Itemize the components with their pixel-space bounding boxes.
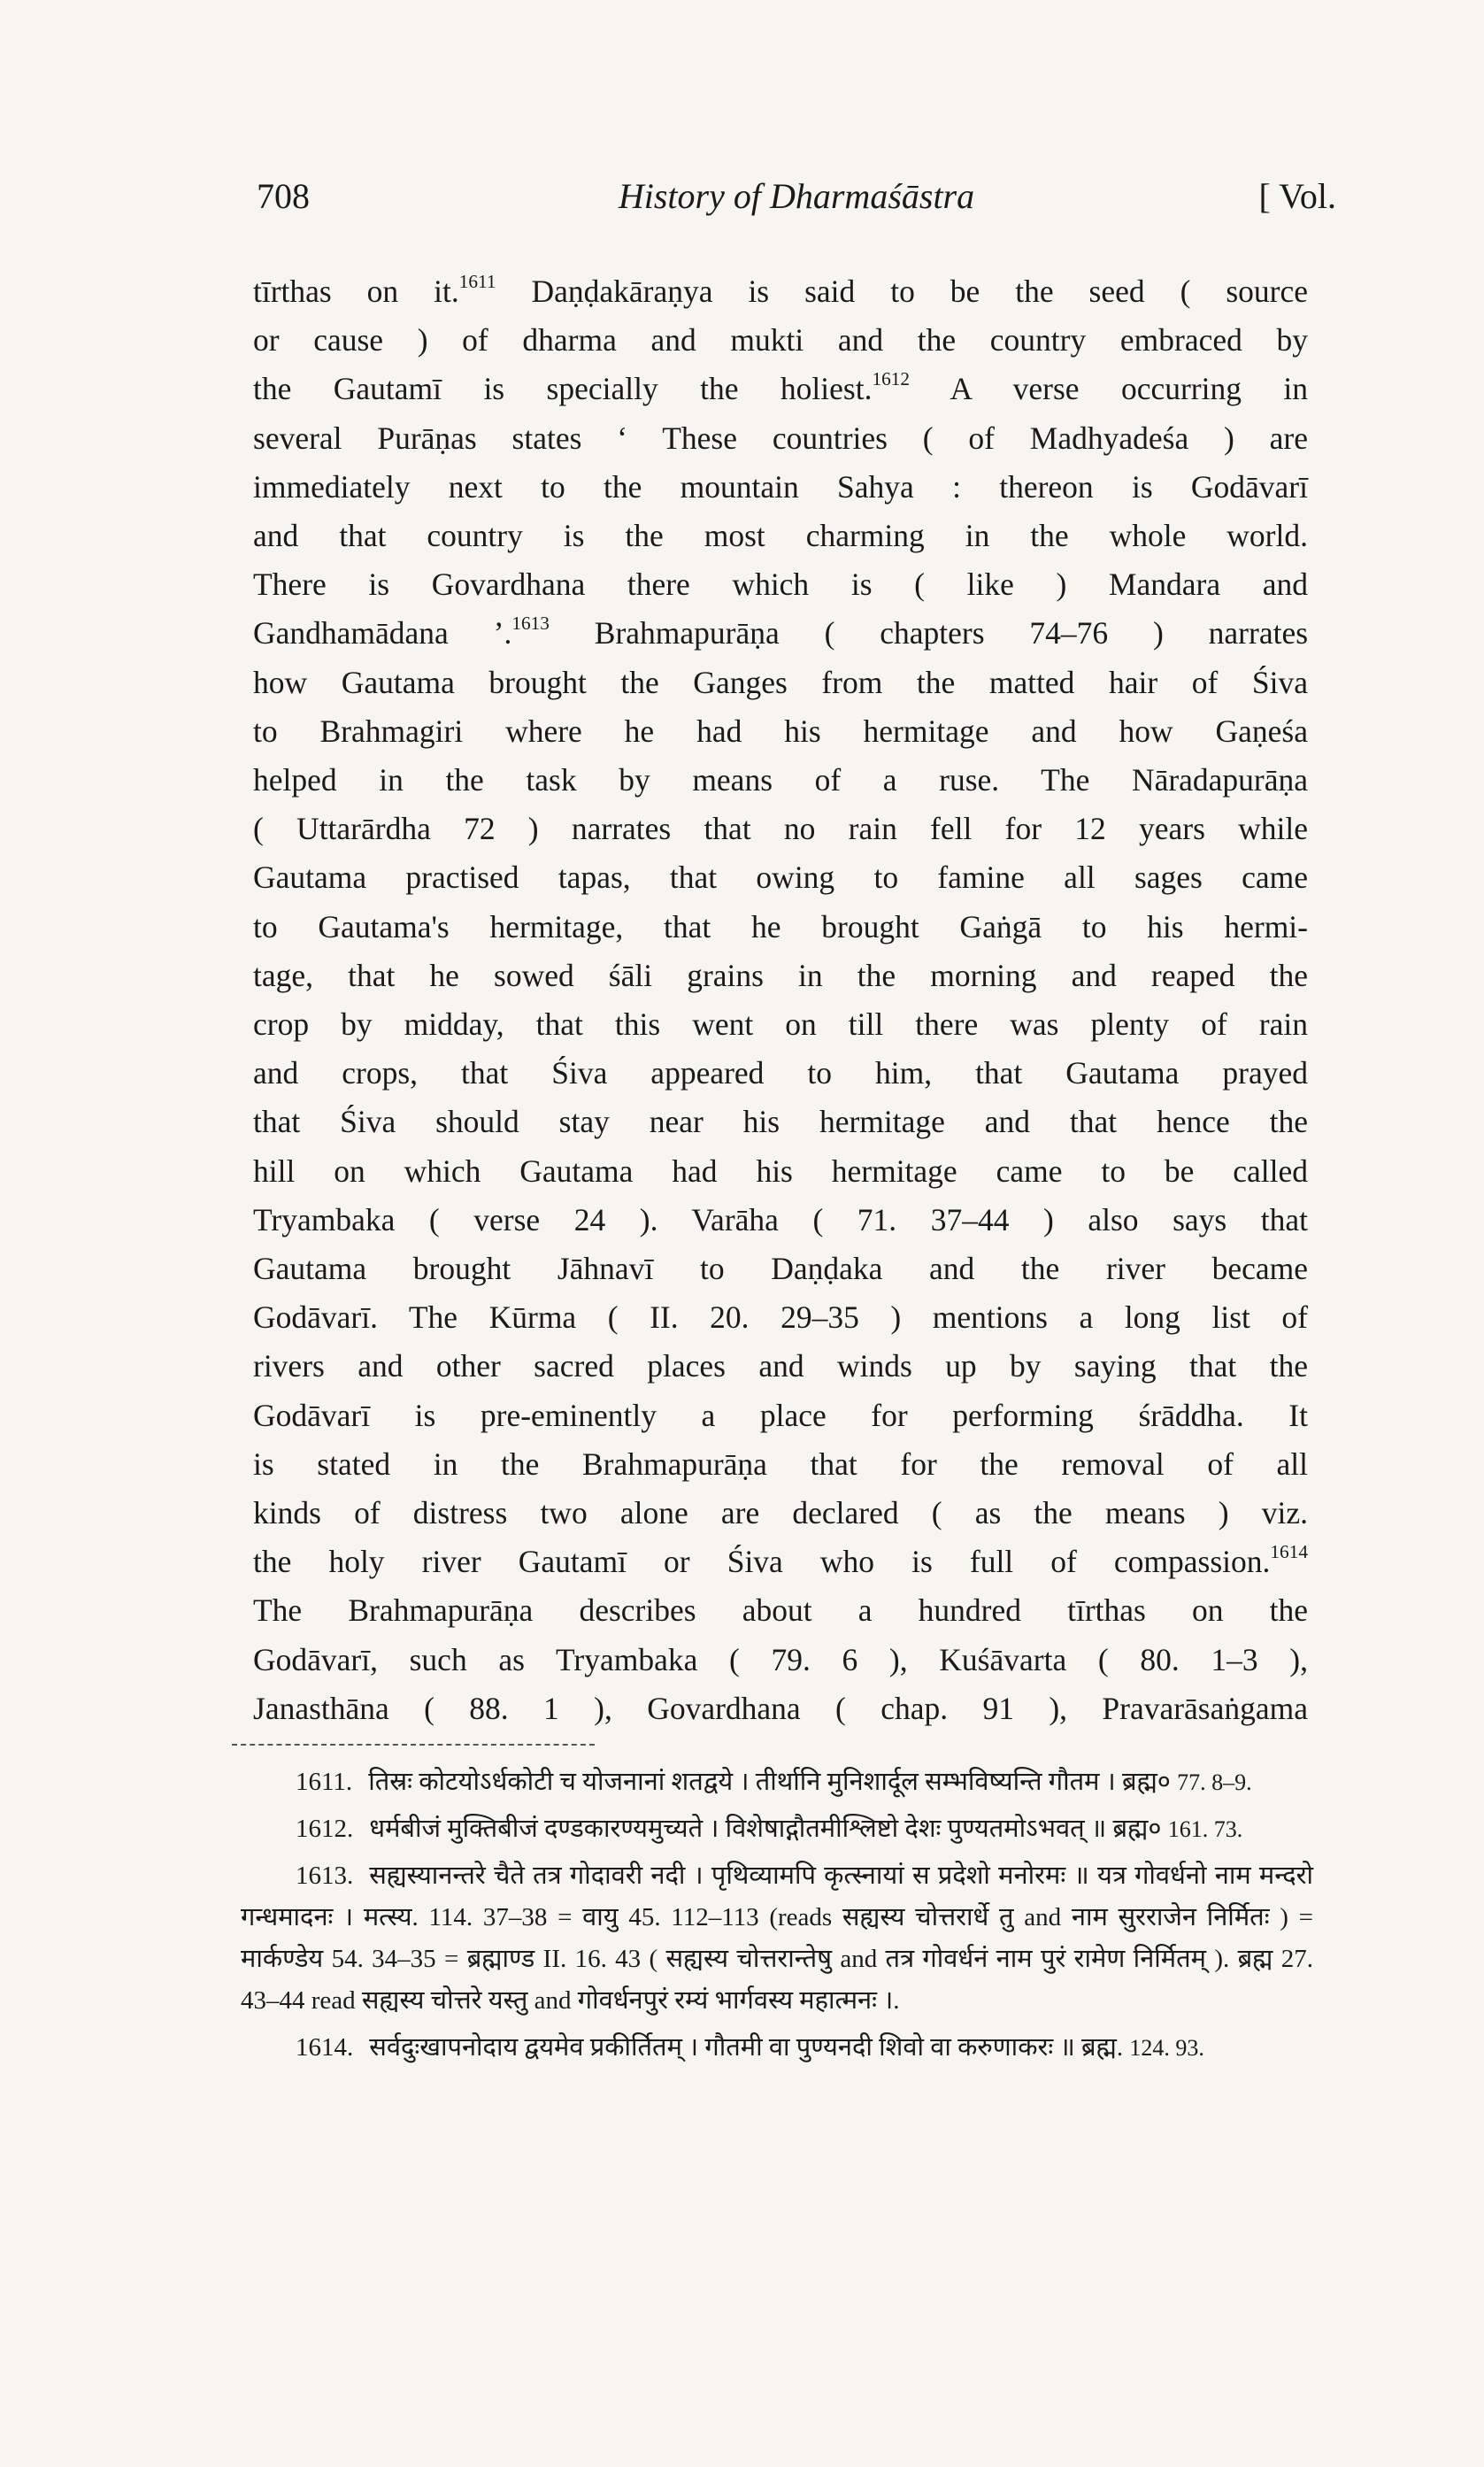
- text-line: ( Uttarārdha 72 ) narrates that no rain fell for 12 years while: [253, 811, 1308, 847]
- footnote: 1611. तिस्रः कोटयोऽर्धकोटी च योजनानां शतद्वये । तीर्थानि मुनिशार्दूल सम्भविष्यन्ति गौतम । ब्रह्म० 77. 8–9.: [296, 1768, 1252, 1796]
- main-text: [253, 267, 1308, 1733]
- text-line: There is Govardhana there which is ( like ) Mandara and: [253, 567, 1308, 603]
- running-head: [257, 175, 1336, 228]
- footnote-separator: [232, 1735, 595, 1746]
- text-line: Tryambaka ( verse 24 ). Varāha ( 71. 37–44 ) also says that: [253, 1201, 1308, 1237]
- footnote: 1612. धर्मबीजं मुक्तिबीजं दण्डकारण्यमुच्यते । विशेषाद्गौतमीश्लिष्टो देशः पुण्यतमोऽभवत् ॥ ब्रह्म० 161. 73.: [296, 1815, 1243, 1843]
- text-line: kinds of distress two alone are declared ( as the means ) viz.: [253, 1495, 1308, 1531]
- text-line: rivers and other sacred places and winds up by saying that the: [253, 1348, 1308, 1384]
- text-line: to Gautama's hermitage, that he brought Gaṅgā to his hermi-: [253, 908, 1308, 944]
- text-line: Gandhamādana ’.$^{1613}$ Brahmapurāṇa ( chapters 74–76 ) narrates: [253, 613, 1309, 651]
- footnotes: [241, 1762, 1313, 2074]
- text-line: several Purāṇas states ‘ These countries ( of Madhyadeśa ) are: [253, 420, 1308, 456]
- text-line: tage, that he sowed śāli grains in the morning and reaped the: [253, 957, 1308, 993]
- footnote: 1613. सह्यस्यानन्तरे चैते तत्र गोदावरी नदी । पृथिव्यामपि कृत्स्नायां स प्रदेशो मनोरमः ॥ यत्र गोवर्धनो नाम मन्दरो गन्धमादनः । मत्स्य. 114. 37–38 = वायु 45. 112–113 (reads सह्यस्य चोत्तरार्धे तु and नाम सुरराजेन निर्मितः ) = मार्कण्डेय 54. 34–35 = ब्रह्माण्ड II. 16. 43 ( सह्यस्य चोत्तरान्तेषु and तत्र गोवर्धनं नाम पुरं रामेण निर्मितम् ). ब्रह्म 27. 43–44 read सह्यस्य चोत्तरे यस्तु and गोवर्धनपुरं रम्यं भार्गवस्य महात्मनः ।.: [241, 1862, 1313, 2015]
- text-line: The Brahmapurāṇa describes about a hundred tīrthas on the: [253, 1592, 1308, 1629]
- text-line: is stated in the Brahmapurāṇa that for the removal of all: [253, 1446, 1308, 1482]
- text-line: Godāvarī, such as Tryambaka ( 79. 6 ), Kuśāvarta ( 80. 1–3 ),: [253, 1641, 1308, 1677]
- text-line: to Brahmagiri where he had his hermitage and how Gaṇeśa: [253, 713, 1308, 749]
- text-line: and crops, that Śiva appeared to him, that Gautama prayed: [253, 1055, 1308, 1091]
- footnote-ref: 1614: [1270, 1541, 1308, 1563]
- footnote-ref: 1612: [872, 368, 911, 390]
- text-line: immediately next to the mountain Sahya : thereon is Godāvarī: [253, 468, 1308, 505]
- text-line: or cause ) of dharma and mukti and the country embraced by: [253, 322, 1308, 358]
- text-line: crop by midday, that this went on till there was plenty of rain: [253, 1006, 1308, 1043]
- text-line: the Gautamī is specially the holiest.$^{1612}$ A verse occurring in: [253, 368, 1308, 407]
- volume-label: [ Vol.: [1258, 176, 1336, 216]
- text-line: tīrthas on it.$^{1611}$ Daṇḍakāraṇya is said to be the seed ( source: [253, 271, 1308, 309]
- footnote: 1614. सर्वदुःखापनोदाय द्वयमेव प्रकीर्तितम् । गौतमी वा पुण्यनदी शिवो वा करुणाकरः ॥ ब्रह्म. 124. 93.: [296, 2033, 1204, 2062]
- footnote-ref: 1611: [458, 271, 496, 293]
- text-line: Janasthāna ( 88. 1 ), Govardhana ( chap. 91 ), Pravarāsaṅgama: [253, 1690, 1308, 1726]
- text-line: and that country is the most charming in the whole world.: [253, 518, 1308, 554]
- text-line: the holy river Gautamī or Śiva who is full of compassion.$^{1614}$: [253, 1541, 1308, 1580]
- text-line: Godāvarī is pre-eminently a place for performing śrāddha. It: [253, 1397, 1308, 1433]
- footnote-ref: 1613: [511, 613, 550, 635]
- text-line: helped in the task by means of a ruse. The Nāradapurāṇa: [253, 762, 1308, 798]
- text-line: that Śiva should stay near his hermitage and that hence the: [253, 1104, 1308, 1140]
- text-line: Gautama practised tapas, that owing to famine all sages came: [253, 860, 1308, 896]
- text-line: hill on which Gautama had his hermitage came to be called: [253, 1153, 1308, 1189]
- text-line: Gautama brought Jāhnavī to Daṇḍaka and the river became: [253, 1251, 1308, 1287]
- running-title: History of Dharmaśāstra: [618, 176, 975, 216]
- text-line: how Gautama brought the Ganges from the matted hair of Śiva: [253, 664, 1308, 700]
- page-number: 708: [257, 176, 310, 216]
- text-line: Godāvarī. The Kūrma ( II. 20. 29–35 ) mentions a long list of: [253, 1299, 1308, 1336]
